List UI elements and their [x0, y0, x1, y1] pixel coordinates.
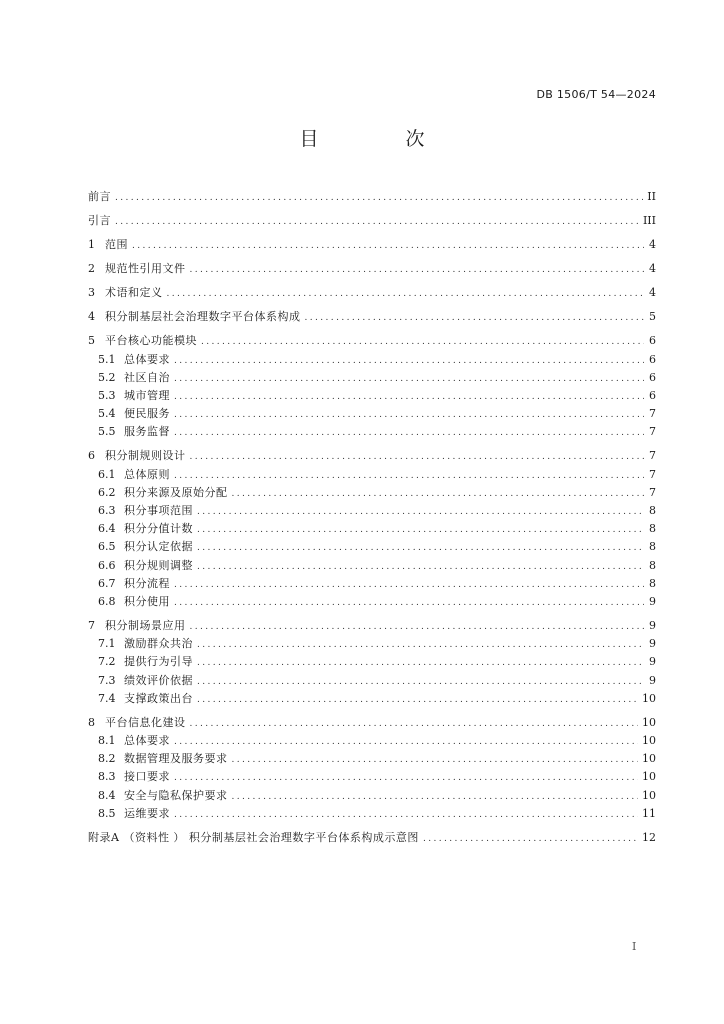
toc-entry[interactable]: [88, 690, 656, 708]
toc-entry[interactable]: [88, 750, 656, 768]
toc-entry[interactable]: [88, 502, 656, 520]
toc-entry-label: 绩效评价依据: [124, 673, 193, 687]
toc-entry-page: 10: [642, 788, 656, 802]
toc-entry-number: 8: [88, 715, 95, 729]
toc-entry-page: 8: [649, 522, 656, 536]
toc-entry-label: 总体要求: [124, 352, 170, 366]
toc-entry-label: 总体要求: [124, 734, 170, 748]
toc-entry[interactable]: [88, 557, 656, 575]
toc-entry-page: 6: [649, 352, 656, 366]
toc-entry-page: 12: [642, 830, 656, 844]
toc-entry-page: 8: [649, 576, 656, 590]
toc-entry[interactable]: [88, 369, 656, 387]
toc-entry-page: II: [647, 190, 656, 203]
toc-entry-number: 6.4: [98, 522, 116, 536]
toc-entry[interactable]: [88, 714, 656, 732]
toc-entry-page: 9: [649, 637, 656, 651]
toc-entry-label: 前言: [88, 190, 111, 203]
toc-entry-number: 6.1: [98, 467, 116, 481]
document-code: DB 1506/T 54—2024: [536, 88, 656, 101]
toc-entry-number: 6.2: [98, 485, 116, 499]
toc-entry[interactable]: [88, 520, 656, 538]
toc-leader-dots: [174, 370, 644, 388]
toc-leader-dots: [197, 539, 644, 557]
toc-entry-number: 5: [88, 334, 95, 348]
toc-leader-dots: [115, 213, 639, 231]
toc-entry-label: 积分认定依据: [124, 540, 193, 554]
toc-entry-page: 9: [649, 619, 656, 633]
toc-leader-dots: [174, 388, 644, 406]
toc-entry[interactable]: [88, 538, 656, 556]
toc-entry-label: 总体原则: [124, 467, 170, 481]
toc-entry-number: 8.1: [98, 734, 116, 748]
toc-entry[interactable]: [88, 768, 656, 786]
toc-entry-number: 5.4: [98, 407, 116, 421]
toc-entry[interactable]: [88, 575, 656, 593]
toc-entry-number: 7.4: [98, 691, 116, 705]
toc-entry-label: 数据管理及服务要求: [124, 752, 228, 766]
toc-entry[interactable]: [88, 423, 656, 441]
toc-entry-page: 10: [642, 691, 656, 705]
toc-entry-label: 便民服务: [124, 407, 170, 421]
toc-entry[interactable]: [88, 672, 656, 690]
toc-entry[interactable]: [88, 284, 656, 302]
toc-entry-label: 积分来源及原始分配: [124, 485, 228, 499]
toc-leader-dots: [174, 594, 644, 612]
toc-entry-label: 积分分值计数: [124, 522, 193, 536]
toc-entry-page: 9: [649, 673, 656, 687]
toc-leader-dots: [197, 521, 644, 539]
toc-entry-page: 6: [649, 334, 656, 348]
toc-entry[interactable]: [88, 466, 656, 484]
toc-leader-dots: [197, 503, 644, 521]
toc-entry[interactable]: [88, 829, 656, 847]
toc-entry-page: 9: [649, 594, 656, 608]
toc-entry-number: 7.1: [98, 637, 116, 651]
toc-entry[interactable]: [88, 447, 656, 465]
toc-entry-page: 6: [649, 370, 656, 384]
toc-entry[interactable]: [88, 635, 656, 653]
page-number: I: [632, 940, 637, 953]
toc-leader-dots: [201, 333, 644, 351]
toc-entry-page: 10: [642, 752, 656, 766]
toc-entry-label: 积分制基层社会治理数字平台体系构成: [105, 310, 301, 324]
toc-entry-page: 8: [649, 558, 656, 572]
toc-entry-number: 6: [88, 449, 95, 463]
toc-entry-page: 10: [642, 770, 656, 784]
toc-entry-page: 6: [649, 389, 656, 403]
toc-entry-page: 7: [649, 425, 656, 439]
toc-entry-number: 5.1: [98, 352, 116, 366]
toc-entry-number: 7.3: [98, 673, 116, 687]
toc-entry-number: 7.2: [98, 655, 116, 669]
toc-leader-dots: [197, 636, 644, 654]
toc-entry-label: 引言: [88, 214, 111, 228]
toc-entry-label: 积分制规则设计: [105, 449, 186, 463]
table-of-contents: [88, 188, 656, 847]
toc-entry-number: 5.5: [98, 425, 116, 439]
toc-leader-dots: [167, 285, 645, 303]
toc-entry[interactable]: [88, 387, 656, 405]
toc-entry-label: 积分事项范围: [124, 504, 193, 518]
toc-entry[interactable]: [88, 351, 656, 369]
toc-entry[interactable]: [88, 653, 656, 671]
toc-leader-dots: [174, 576, 644, 594]
toc-entry-label: 提供行为引导: [124, 655, 193, 669]
toc-entry-number: 3: [88, 286, 95, 300]
toc-entry-label: 安全与隐私保护要求: [124, 788, 228, 802]
toc-entry-page: 4: [649, 286, 656, 300]
toc-entry-label: 城市管理: [124, 389, 170, 403]
toc-leader-dots: [232, 485, 645, 503]
toc-entry-label: 术语和定义: [105, 286, 163, 300]
toc-leader-dots: [197, 673, 644, 691]
toc-leader-dots: [174, 406, 644, 424]
toc-leader-dots: [305, 309, 645, 327]
toc-leader-dots: [232, 788, 639, 806]
toc-leader-dots: [423, 830, 638, 848]
toc-entry-page: 7: [649, 449, 656, 463]
toc-entry-page: 7: [649, 467, 656, 481]
toc-entry-label: 附录A （资料性 ） 积分制基层社会治理数字平台体系构成示意图: [88, 830, 419, 844]
toc-entry[interactable]: [88, 787, 656, 805]
toc-entry-page: 10: [642, 715, 656, 729]
toc-entry-number: 8.2: [98, 752, 116, 766]
toc-entry[interactable]: [88, 405, 656, 423]
toc-leader-dots: [174, 769, 638, 787]
toc-entry[interactable]: [88, 805, 656, 823]
toc-entry-number: 4: [88, 310, 95, 324]
toc-leader-dots: [174, 424, 644, 442]
toc-entry-page: 8: [649, 540, 656, 554]
toc-entry-page: 5: [649, 310, 656, 324]
toc-leader-dots: [174, 733, 638, 751]
toc-entry[interactable]: [88, 236, 656, 254]
toc-entry-number: 8.4: [98, 788, 116, 802]
toc-entry-page: 4: [649, 262, 656, 276]
toc-entry-label: 服务监督: [124, 425, 170, 439]
toc-leader-dots: [174, 467, 644, 485]
toc-entry-label: 平台核心功能模块: [105, 334, 197, 348]
toc-entry[interactable]: [88, 308, 656, 326]
toc-leader-dots: [232, 751, 639, 769]
toc-leader-dots: [197, 654, 644, 672]
toc-entry-page: 8: [649, 504, 656, 518]
toc-entry[interactable]: [88, 484, 656, 502]
toc-entry-number: 1: [88, 238, 95, 252]
toc-entry-number: 6.6: [98, 558, 116, 572]
toc-entry-label: 平台信息化建设: [105, 715, 186, 729]
toc-entry-page: 7: [649, 485, 656, 499]
toc-entry[interactable]: [88, 732, 656, 750]
toc-entry[interactable]: [88, 188, 656, 206]
toc-entry-label: 社区自治: [124, 370, 170, 384]
toc-entry-number: 6.7: [98, 576, 116, 590]
toc-entry[interactable]: [88, 260, 656, 278]
toc-entry[interactable]: [88, 617, 656, 635]
toc-entry-label: 接口要求: [124, 770, 170, 784]
toc-entry-label: 积分规则调整: [124, 558, 193, 572]
toc-entry[interactable]: [88, 593, 656, 611]
toc-entry-number: 5.2: [98, 370, 116, 384]
toc-leader-dots: [174, 352, 644, 370]
toc-leader-dots: [174, 806, 638, 824]
toc-entry-number: 6.5: [98, 540, 116, 554]
toc-entry-label: 运维要求: [124, 806, 170, 820]
toc-entry-page: 4: [649, 238, 656, 252]
toc-leader-dots: [132, 237, 644, 255]
toc-entry[interactable]: [88, 332, 656, 350]
toc-entry-number: 6.8: [98, 594, 116, 608]
toc-entry-number: 2: [88, 262, 95, 276]
toc-entry-label: 积分制场景应用: [105, 619, 186, 633]
toc-entry-label: 支撑政策出台: [124, 691, 193, 705]
toc-entry-page: 7: [649, 407, 656, 421]
toc-entry-page: III: [642, 214, 656, 228]
toc-entry-page: 9: [649, 655, 656, 669]
toc-entry-page: 11: [642, 806, 656, 820]
toc-leader-dots: [190, 715, 639, 733]
toc-entry-label: 规范性引用文件: [105, 262, 186, 276]
toc-entry-number: 6.3: [98, 504, 116, 518]
toc-leader-dots: [190, 618, 645, 636]
toc-entry-number: 8.3: [98, 770, 116, 784]
toc-entry-number: 5.3: [98, 389, 116, 403]
toc-entry-number: 8.5: [98, 806, 116, 820]
toc-leader-dots: [197, 558, 644, 576]
page-title: 目 次: [299, 128, 459, 150]
toc-leader-dots: [190, 261, 645, 279]
toc-leader-dots: [115, 189, 643, 207]
toc-entry-number: 7: [88, 619, 95, 633]
toc-entry[interactable]: [88, 212, 656, 230]
toc-entry-label: 积分使用: [124, 594, 170, 608]
toc-leader-dots: [190, 448, 645, 466]
toc-entry-label: 积分流程: [124, 576, 170, 590]
toc-entry-page: 10: [642, 734, 656, 748]
toc-leader-dots: [197, 691, 638, 709]
toc-entry-label: 范围: [105, 238, 128, 252]
toc-entry-label: 激励群众共治: [124, 637, 193, 651]
